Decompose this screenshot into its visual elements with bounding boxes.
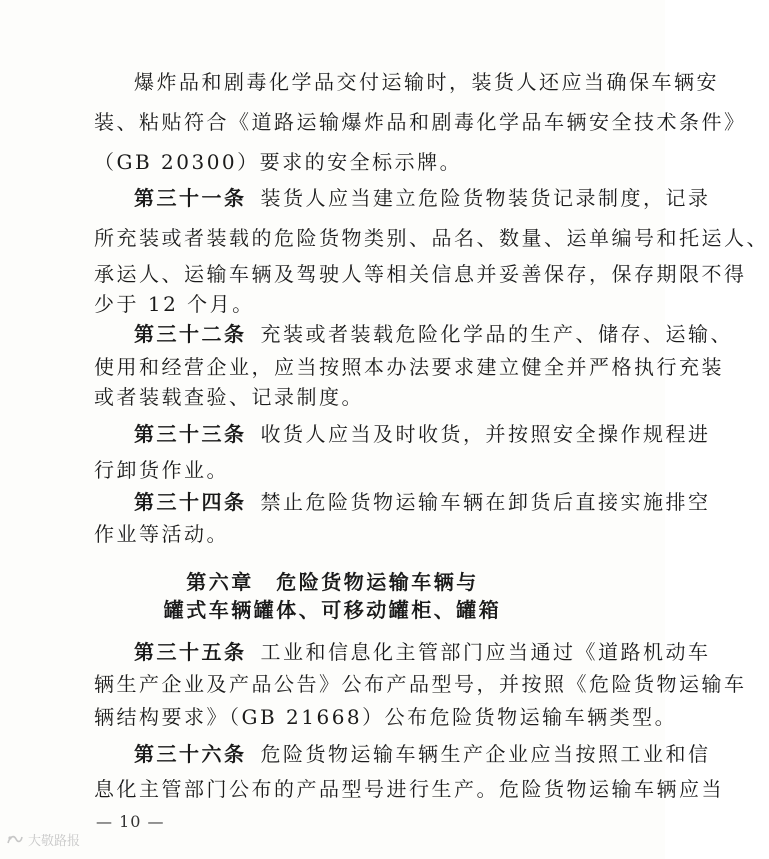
article-number: 第三十六条	[134, 742, 247, 766]
article-number: 第三十四条	[134, 490, 247, 514]
article-number: 第三十一条	[134, 186, 247, 210]
chapter-heading-line-1: 第六章 危险货物运输车辆与	[186, 570, 479, 594]
body-text-line: 作业等活动。	[94, 522, 229, 546]
body-text-line: 辆结构要求》（GB 21668）公布危险货物运输车辆类型。	[94, 705, 678, 729]
watermark	[6, 830, 80, 849]
article-31	[134, 184, 711, 212]
body-text-line: 装、粘贴符合《道路运输爆炸品和剧毒化学品车辆安全技术条件》	[94, 110, 747, 134]
article-34	[134, 488, 711, 516]
body-text-line: 息化主管部门公布的产品型号进行生产。危险货物运输车辆应当	[94, 777, 724, 801]
body-text-line: 行卸货作业。	[94, 458, 229, 482]
body-text-line: 装货人应当建立危险货物装货记录制度，记录	[260, 186, 711, 210]
watermark-logo-icon	[6, 833, 24, 847]
body-text-line: 承运人、运输车辆及驾驶人等相关信息并妥善保存，保存期限不得	[94, 262, 747, 286]
body-text-line: （GB 20300）要求的安全标示牌。	[94, 150, 463, 174]
body-text-line: 少于 12 个月。	[94, 292, 255, 316]
body-text-line: 收货人应当及时收货，并按照安全操作规程进	[260, 422, 711, 446]
article-number: 第三十三条	[134, 422, 247, 446]
chapter-heading-line-2: 罐式车辆罐体、可移动罐柜、罐箱	[163, 598, 502, 622]
article-33	[134, 420, 711, 448]
body-text-line: 使用和经营企业，应当按照本办法要求建立健全并严格执行充装	[94, 355, 724, 379]
article-35	[134, 638, 711, 666]
body-text-line: 危险货物运输车辆生产企业应当按照工业和信	[260, 742, 711, 766]
body-text-line: 辆生产企业及产品公告》公布产品型号，并按照《危险货物运输车	[94, 672, 747, 696]
article-36	[134, 740, 711, 768]
body-text-line: 爆炸品和剧毒化学品交付运输时，装货人还应当确保车辆安	[134, 70, 719, 94]
body-text-line: 所充装或者装载的危险货物类别、品名、数量、运单编号和托运人、	[94, 226, 769, 250]
page-number: — 10 —	[96, 812, 165, 831]
body-text-line: 工业和信息化主管部门应当通过《道路机动车	[260, 640, 711, 664]
body-text-line: 或者装载查验、记录制度。	[94, 385, 364, 409]
body-text-line: 充装或者装载危险化学品的生产、储存、运输、	[260, 322, 733, 346]
article-32	[134, 320, 733, 348]
watermark-text: 大敬路报	[28, 834, 81, 849]
article-number: 第三十五条	[134, 640, 247, 664]
body-text-line: 禁止危险货物运输车辆在卸货后直接实施排空	[260, 490, 711, 514]
article-number: 第三十二条	[134, 322, 247, 346]
